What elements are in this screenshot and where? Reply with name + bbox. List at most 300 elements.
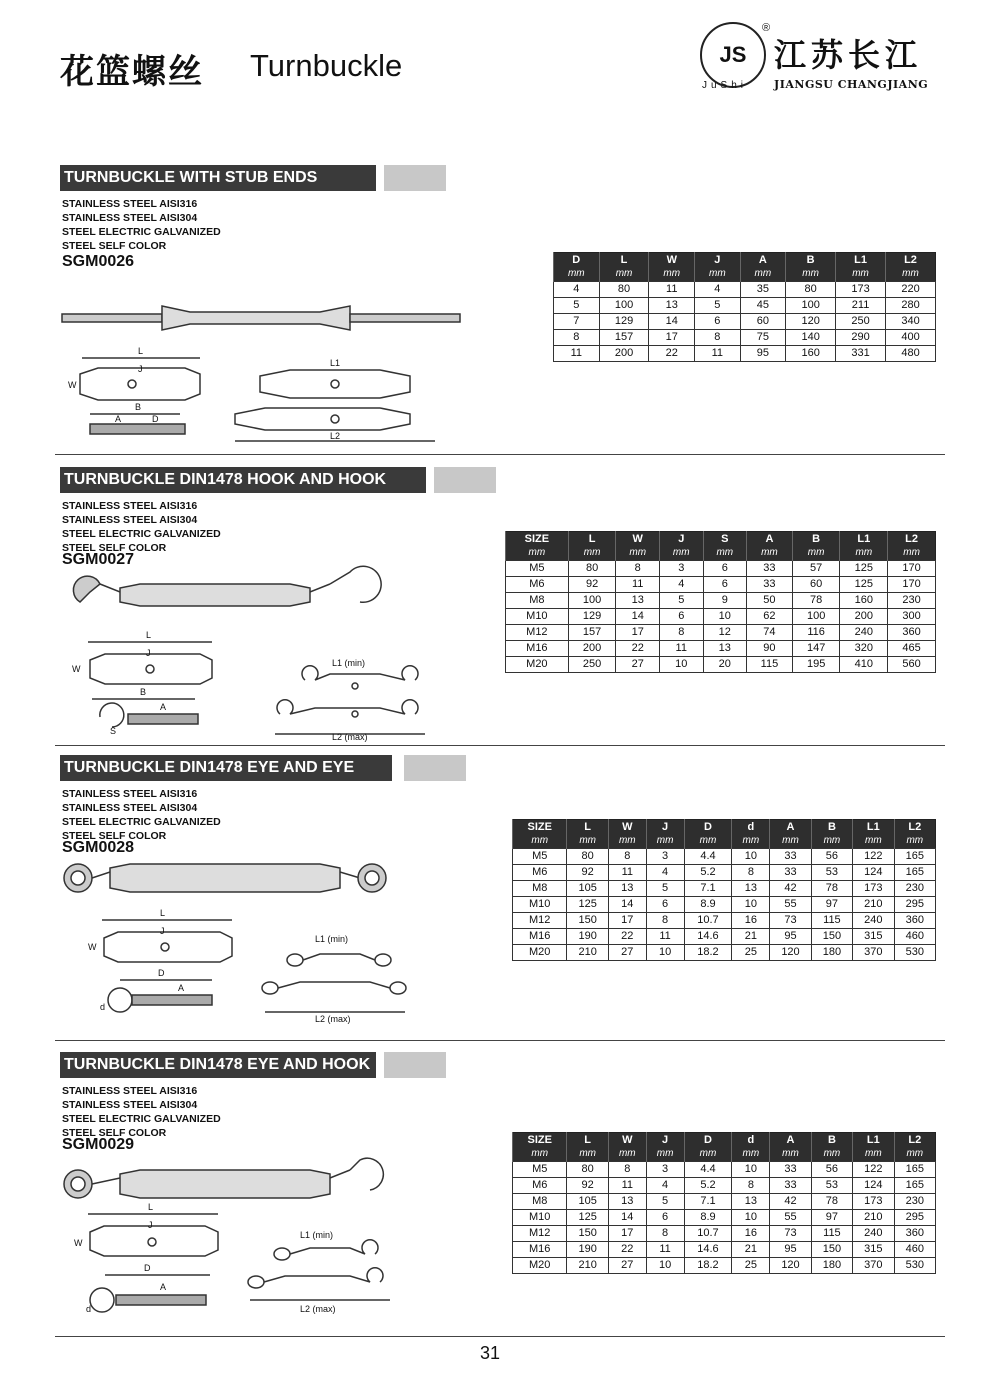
- column-header: W: [608, 820, 646, 835]
- product-code: SGM0028: [62, 839, 135, 856]
- table-cell: 42: [770, 881, 811, 897]
- table-cell: 75: [740, 330, 786, 346]
- column-header: S: [703, 532, 747, 547]
- table-cell: M5: [506, 561, 569, 577]
- table-cell: 10: [646, 945, 684, 961]
- table-cell: 11: [608, 1178, 646, 1194]
- section-divider: [55, 454, 945, 455]
- table-cell: M16: [506, 641, 569, 657]
- label-B: B: [135, 402, 142, 412]
- table-cell: 160: [786, 346, 836, 362]
- unit-header: mm: [732, 1147, 770, 1162]
- table-cell: 10: [659, 657, 703, 673]
- table-cell: 220: [886, 282, 936, 298]
- table-cell: 465: [888, 641, 936, 657]
- table-row: [513, 1178, 936, 1194]
- table-cell: 56: [811, 1162, 852, 1178]
- table-cell: 115: [811, 1226, 852, 1242]
- table-cell: 315: [853, 1242, 894, 1258]
- table-cell: 33: [770, 1162, 811, 1178]
- unit-header: mm: [646, 1147, 684, 1162]
- table-cell: 8: [616, 561, 660, 577]
- table-cell: 100: [599, 298, 649, 314]
- table-cell: 165: [894, 1178, 935, 1194]
- table-cell: 480: [886, 346, 936, 362]
- table-cell: 115: [747, 657, 793, 673]
- label-L2-max: L2 (max): [300, 1304, 336, 1314]
- table-cell: M16: [513, 1242, 567, 1258]
- table-cell: 95: [770, 929, 811, 945]
- unit-header: mm: [513, 1147, 567, 1162]
- table-cell: M20: [506, 657, 569, 673]
- material-item: STEEL SELF COLOR: [62, 830, 167, 842]
- table-cell: M6: [513, 865, 567, 881]
- unit-header: mm: [853, 834, 894, 849]
- column-header: L1: [853, 820, 894, 835]
- table-cell: 6: [646, 897, 684, 913]
- label-B: B: [140, 687, 147, 697]
- column-header: L: [568, 532, 616, 547]
- material-item: STEEL ELECTRIC GALVANIZED: [62, 816, 221, 828]
- table-cell: 11: [646, 929, 684, 945]
- table-cell: 5.2: [684, 865, 732, 881]
- table-cell: 13: [608, 1194, 646, 1210]
- table-cell: 530: [894, 1258, 935, 1274]
- table-cell: 4.4: [684, 849, 732, 865]
- table-cell: 11: [608, 865, 646, 881]
- company-logo: [700, 22, 960, 102]
- table-cell: 11: [554, 346, 600, 362]
- table-cell: 165: [894, 849, 935, 865]
- table-header-row: [513, 1133, 936, 1148]
- table-cell: 200: [599, 346, 649, 362]
- unit-header: mm: [770, 1147, 811, 1162]
- table-cell: 13: [732, 881, 770, 897]
- material-item: STEEL ELECTRIC GALVANIZED: [62, 528, 221, 540]
- table-cell: 13: [703, 641, 747, 657]
- unit-header: mm: [599, 267, 649, 282]
- unit-header: mm: [740, 267, 786, 282]
- table-row: [513, 865, 936, 881]
- material-item: STAINLESS STEEL AISI304: [62, 1099, 198, 1111]
- column-header: A: [740, 253, 786, 268]
- table-cell: M5: [513, 1162, 567, 1178]
- table-cell: 8: [646, 1226, 684, 1242]
- table-cell: 17: [649, 330, 695, 346]
- table-cell: 200: [840, 609, 888, 625]
- table-cell: 95: [770, 1242, 811, 1258]
- table-cell: 129: [568, 609, 616, 625]
- unit-header: mm: [684, 1147, 732, 1162]
- table-cell: 165: [894, 1162, 935, 1178]
- table-cell: 360: [894, 913, 935, 929]
- table-row: [513, 849, 936, 865]
- table-cell: M6: [506, 577, 569, 593]
- table-cell: 11: [616, 577, 660, 593]
- table-cell: 195: [792, 657, 840, 673]
- table-cell: 16: [732, 1226, 770, 1242]
- label-J: J: [146, 648, 151, 658]
- column-header: A: [770, 1133, 811, 1148]
- table-body: [506, 561, 936, 673]
- table-cell: 240: [853, 1226, 894, 1242]
- table-cell: 95: [740, 346, 786, 362]
- table-cell: 25: [732, 1258, 770, 1274]
- table-cell: 200: [568, 641, 616, 657]
- label-L: L: [148, 1202, 154, 1212]
- table-cell: 55: [770, 1210, 811, 1226]
- table-cell: 150: [811, 1242, 852, 1258]
- logo-seal: JS: [700, 22, 766, 88]
- table-cell: 6: [703, 577, 747, 593]
- table-cell: 18.2: [684, 1258, 732, 1274]
- table-cell: 150: [567, 913, 608, 929]
- column-header: SIZE: [513, 820, 567, 835]
- table-cell: 27: [608, 1258, 646, 1274]
- table-cell: 10: [646, 1258, 684, 1274]
- table-cell: 10: [732, 1210, 770, 1226]
- material-list: [62, 197, 221, 253]
- table-cell: 410: [840, 657, 888, 673]
- table-cell: 80: [786, 282, 836, 298]
- table-cell: 97: [811, 1210, 852, 1226]
- table-cell: 8: [608, 1162, 646, 1178]
- table-cell: 33: [770, 1178, 811, 1194]
- material-item: STAINLESS STEEL AISI316: [62, 1085, 198, 1097]
- unit-header: mm: [608, 834, 646, 849]
- table-body: [513, 1162, 936, 1274]
- unit-header: mm: [732, 834, 770, 849]
- table-cell: 240: [853, 913, 894, 929]
- material-item: STAINLESS STEEL AISI316: [62, 788, 198, 800]
- label-d: d: [86, 1304, 92, 1314]
- label-S: S: [110, 726, 117, 736]
- table-row: [513, 1210, 936, 1226]
- table-row: [506, 641, 936, 657]
- table-cell: 560: [888, 657, 936, 673]
- table-cell: 12: [703, 625, 747, 641]
- table-cell: M8: [506, 593, 569, 609]
- table-cell: 5: [695, 298, 741, 314]
- unit-header: mm: [888, 546, 936, 561]
- column-header: A: [770, 820, 811, 835]
- table-cell: 105: [567, 881, 608, 897]
- table-cell: 100: [792, 609, 840, 625]
- table-cell: 295: [894, 1210, 935, 1226]
- table-unit-row: [554, 267, 936, 282]
- table-cell: 124: [853, 865, 894, 881]
- label-L2-max: L2 (max): [332, 732, 368, 742]
- table-row: [513, 881, 936, 897]
- product-code: SGM0026: [62, 253, 135, 270]
- material-item: STAINLESS STEEL AISI316: [62, 198, 198, 210]
- table-unit-row: [506, 546, 936, 561]
- spec-table-hook-hook: [505, 531, 936, 673]
- table-cell: 8.9: [684, 1210, 732, 1226]
- table-cell: 11: [659, 641, 703, 657]
- table-row: [506, 577, 936, 593]
- table-cell: 129: [599, 314, 649, 330]
- table-row: [513, 897, 936, 913]
- table-cell: 400: [886, 330, 936, 346]
- table-cell: 170: [888, 577, 936, 593]
- table-cell: 295: [894, 897, 935, 913]
- table-cell: 21: [732, 1242, 770, 1258]
- unit-header: mm: [770, 834, 811, 849]
- table-cell: 4: [646, 865, 684, 881]
- table-cell: 140: [786, 330, 836, 346]
- section-tab: [384, 1052, 446, 1078]
- material-item: STAINLESS STEEL AISI304: [62, 514, 198, 526]
- logo-name-english: JIANGSU CHANGJIANG: [774, 78, 929, 91]
- section-title: TURNBUCKLE DIN1478 HOOK AND HOOK: [60, 467, 426, 493]
- table-cell: 10.7: [684, 913, 732, 929]
- table-cell: 5: [659, 593, 703, 609]
- table-cell: 11: [695, 346, 741, 362]
- table-cell: 360: [888, 625, 936, 641]
- table-row: [554, 282, 936, 298]
- table-header-row: [554, 253, 936, 268]
- table-cell: 8: [554, 330, 600, 346]
- label-L2: L2: [330, 431, 341, 441]
- material-item: STEEL ELECTRIC GALVANIZED: [62, 226, 221, 238]
- table-cell: 21: [732, 929, 770, 945]
- table-cell: 14.6: [684, 1242, 732, 1258]
- label-L1: L1: [330, 358, 341, 368]
- table-cell: 6: [695, 314, 741, 330]
- table-cell: 11: [649, 282, 695, 298]
- table-cell: M5: [513, 849, 567, 865]
- table-row: [513, 913, 936, 929]
- table-cell: 210: [567, 945, 608, 961]
- label-W: W: [88, 942, 97, 952]
- table-cell: 92: [568, 577, 616, 593]
- table-cell: M8: [513, 1194, 567, 1210]
- table-cell: 13: [649, 298, 695, 314]
- unit-header: mm: [513, 834, 567, 849]
- unit-header: mm: [786, 267, 836, 282]
- table-cell: 33: [747, 577, 793, 593]
- table-header-row: [513, 820, 936, 835]
- table-cell: 53: [811, 865, 852, 881]
- table-cell: 125: [567, 897, 608, 913]
- table-cell: 530: [894, 945, 935, 961]
- table-cell: 14: [616, 609, 660, 625]
- section-divider: [55, 745, 945, 746]
- table-cell: 60: [792, 577, 840, 593]
- table-cell: 180: [811, 945, 852, 961]
- table-cell: 180: [811, 1258, 852, 1274]
- label-L: L: [160, 908, 166, 918]
- label-D: D: [152, 414, 159, 424]
- table-cell: 100: [568, 593, 616, 609]
- table-cell: 42: [770, 1194, 811, 1210]
- unit-header: mm: [608, 1147, 646, 1162]
- table-row: [513, 929, 936, 945]
- table-cell: 13: [616, 593, 660, 609]
- table-cell: 120: [786, 314, 836, 330]
- table-cell: 8: [608, 849, 646, 865]
- table-cell: M12: [513, 1226, 567, 1242]
- table-cell: M10: [506, 609, 569, 625]
- unit-header: mm: [568, 546, 616, 561]
- table-cell: 240: [840, 625, 888, 641]
- table-cell: 78: [811, 881, 852, 897]
- table-cell: 5: [646, 881, 684, 897]
- eye-hook-diagram: [60, 1150, 430, 1325]
- page-number: 31: [480, 1343, 501, 1363]
- product-code: SGM0027: [62, 551, 135, 568]
- table-cell: 8: [732, 865, 770, 881]
- label-A: A: [160, 702, 167, 712]
- table-cell: 320: [840, 641, 888, 657]
- table-cell: 116: [792, 625, 840, 641]
- table-cell: 13: [732, 1194, 770, 1210]
- table-cell: 7.1: [684, 881, 732, 897]
- table-cell: 27: [616, 657, 660, 673]
- table-cell: M12: [513, 913, 567, 929]
- unit-header: mm: [836, 267, 886, 282]
- column-header: L2: [894, 820, 935, 835]
- label-W: W: [74, 1238, 83, 1248]
- unit-header: mm: [894, 834, 935, 849]
- table-cell: 7.1: [684, 1194, 732, 1210]
- table-cell: 210: [853, 897, 894, 913]
- material-list: [62, 1084, 221, 1140]
- table-cell: 105: [567, 1194, 608, 1210]
- table-unit-row: [513, 1147, 936, 1162]
- unit-header: mm: [703, 546, 747, 561]
- table-cell: 10: [732, 897, 770, 913]
- table-cell: 4: [659, 577, 703, 593]
- table-cell: 80: [567, 1162, 608, 1178]
- table-cell: 90: [747, 641, 793, 657]
- table-cell: 340: [886, 314, 936, 330]
- table-cell: 125: [840, 577, 888, 593]
- label-D: D: [158, 968, 165, 978]
- table-cell: 62: [747, 609, 793, 625]
- table-row: [554, 346, 936, 362]
- label-L1-min: L1 (min): [315, 934, 349, 944]
- table-cell: 9: [703, 593, 747, 609]
- table-cell: 190: [567, 929, 608, 945]
- material-item: STAINLESS STEEL AISI316: [62, 500, 198, 512]
- table-cell: 56: [811, 849, 852, 865]
- table-cell: 122: [853, 849, 894, 865]
- table-cell: 250: [836, 314, 886, 330]
- table-cell: 211: [836, 298, 886, 314]
- section-title: TURNBUCKLE DIN1478 EYE AND HOOK: [60, 1052, 376, 1078]
- table-body: [554, 282, 936, 362]
- material-item: STEEL SELF COLOR: [62, 542, 167, 554]
- column-header: L1: [836, 253, 886, 268]
- table-row: [506, 593, 936, 609]
- column-header: D: [684, 820, 732, 835]
- unit-header: mm: [616, 546, 660, 561]
- table-cell: 10: [732, 1162, 770, 1178]
- table-cell: 173: [853, 881, 894, 897]
- stub-ends-diagram: [60, 296, 470, 446]
- label-A: A: [178, 983, 185, 993]
- table-cell: M16: [513, 929, 567, 945]
- table-cell: 6: [659, 609, 703, 625]
- table-cell: 170: [888, 561, 936, 577]
- material-item: STEEL ELECTRIC GALVANIZED: [62, 1113, 221, 1125]
- material-list: [62, 787, 221, 843]
- unit-header: mm: [567, 1147, 608, 1162]
- unit-header: mm: [792, 546, 840, 561]
- table-cell: 17: [608, 913, 646, 929]
- material-item: STAINLESS STEEL AISI304: [62, 212, 198, 224]
- table-cell: 5: [646, 1194, 684, 1210]
- hook-hook-diagram: [60, 562, 480, 742]
- table-cell: M10: [513, 897, 567, 913]
- table-cell: 8: [659, 625, 703, 641]
- unit-header: mm: [554, 267, 600, 282]
- table-cell: 4: [695, 282, 741, 298]
- section-title: TURNBUCKLE DIN1478 EYE AND EYE: [60, 755, 392, 781]
- column-header: B: [811, 1133, 852, 1148]
- table-cell: 331: [836, 346, 886, 362]
- table-cell: 165: [894, 865, 935, 881]
- table-cell: 8: [695, 330, 741, 346]
- table-cell: 230: [894, 881, 935, 897]
- table-row: [513, 945, 936, 961]
- table-cell: 74: [747, 625, 793, 641]
- logo-brand: JuShi: [702, 80, 748, 91]
- table-cell: 80: [567, 849, 608, 865]
- section-title: TURNBUCKLE WITH STUB ENDS: [60, 165, 376, 191]
- table-cell: 315: [853, 929, 894, 945]
- table-cell: 3: [646, 849, 684, 865]
- label-J: J: [148, 1220, 153, 1230]
- column-header: L1: [840, 532, 888, 547]
- table-cell: 190: [567, 1242, 608, 1258]
- table-cell: 100: [786, 298, 836, 314]
- product-code: SGM0029: [62, 1136, 135, 1153]
- table-body: [513, 849, 936, 961]
- table-cell: 300: [888, 609, 936, 625]
- material-item: STAINLESS STEEL AISI304: [62, 802, 198, 814]
- table-cell: 60: [740, 314, 786, 330]
- unit-header: mm: [811, 834, 852, 849]
- column-header: L: [599, 253, 649, 268]
- table-cell: 8: [646, 913, 684, 929]
- table-cell: 230: [894, 1194, 935, 1210]
- table-cell: 125: [567, 1210, 608, 1226]
- table-cell: 4: [554, 282, 600, 298]
- table-cell: 53: [811, 1178, 852, 1194]
- table-row: [506, 657, 936, 673]
- spec-table-stub-ends: [553, 252, 936, 362]
- table-cell: M10: [513, 1210, 567, 1226]
- column-header: SIZE: [506, 532, 569, 547]
- unit-header: mm: [840, 546, 888, 561]
- table-row: [506, 561, 936, 577]
- table-cell: 120: [770, 945, 811, 961]
- table-cell: M8: [513, 881, 567, 897]
- column-header: B: [811, 820, 852, 835]
- table-cell: 280: [886, 298, 936, 314]
- table-cell: 14: [649, 314, 695, 330]
- logo-name-chinese: 江苏长江: [774, 36, 923, 74]
- label-L2-max: L2 (max): [315, 1014, 351, 1024]
- unit-header: mm: [649, 267, 695, 282]
- column-header: A: [747, 532, 793, 547]
- table-cell: 3: [646, 1162, 684, 1178]
- eye-eye-diagram: [60, 850, 420, 1025]
- table-cell: 10.7: [684, 1226, 732, 1242]
